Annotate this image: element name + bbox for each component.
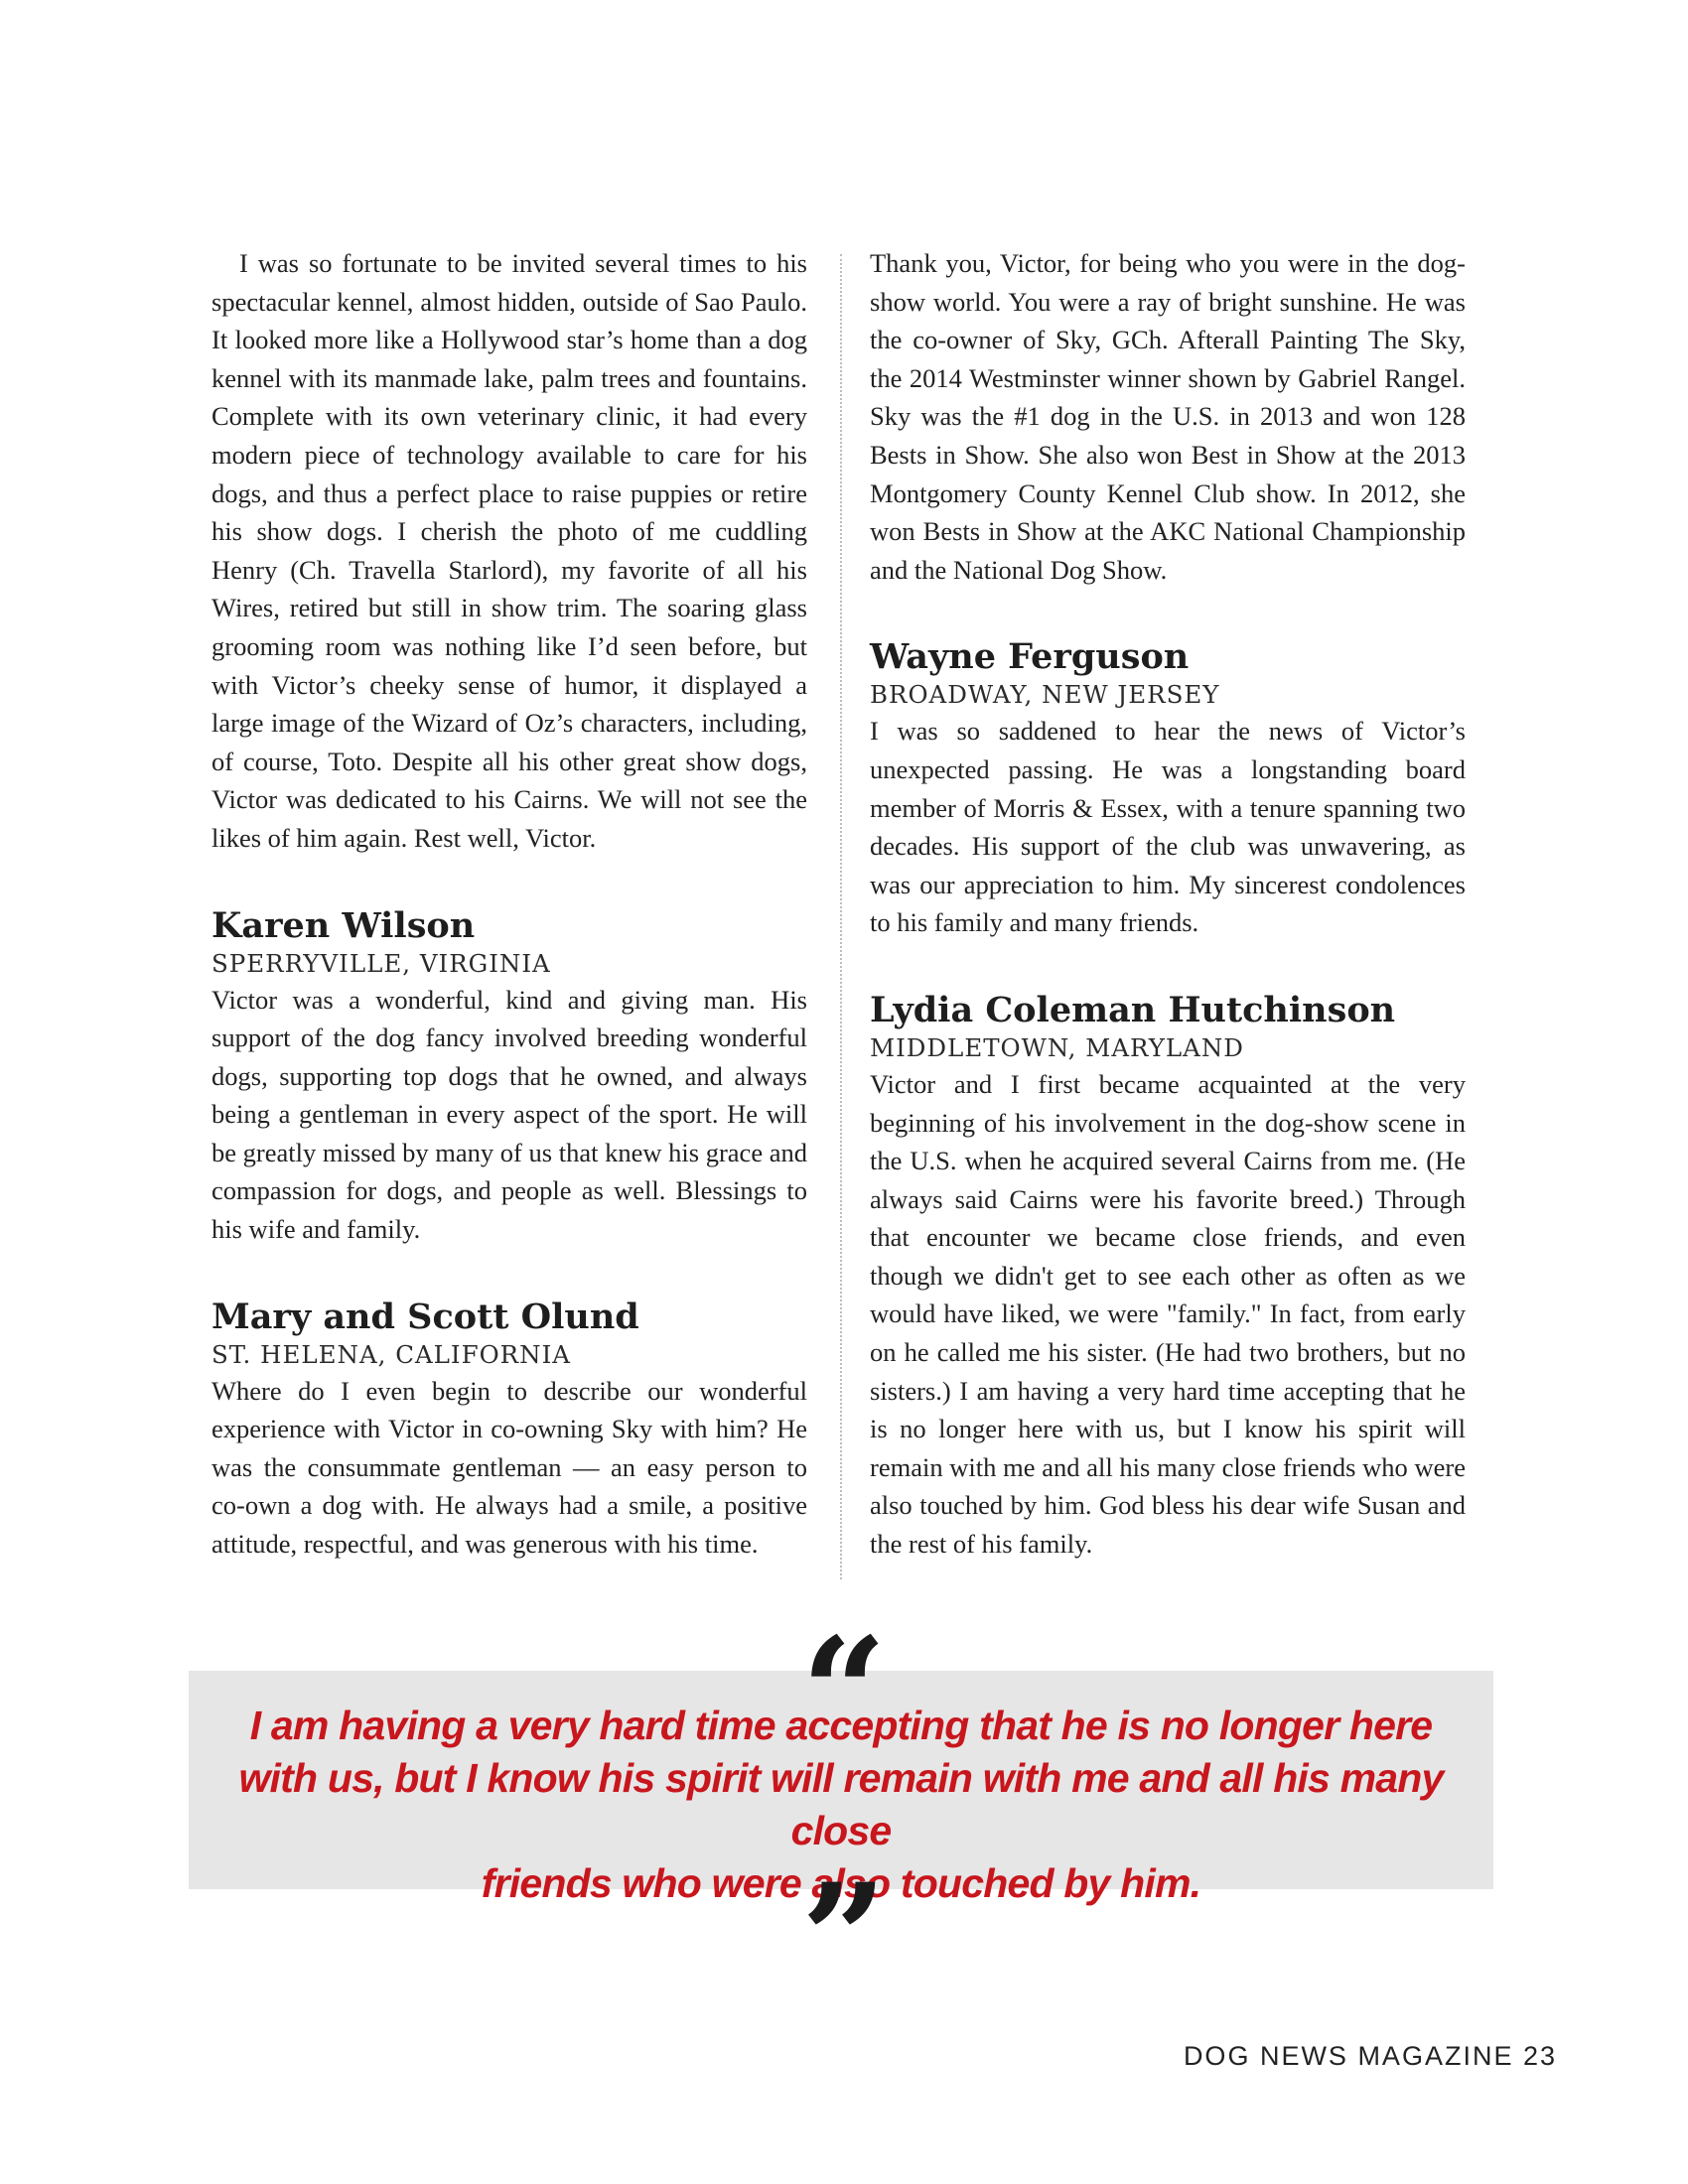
pull-quote-line: friends who were also touched by him. — [481, 1860, 1201, 1906]
tribute-location: BROADWAY, NEW JERSEY — [870, 680, 1220, 710]
page-footer: DOG NEWS MAGAZINE 23 — [1183, 2041, 1557, 2071]
tribute-lydia-coleman-hutchinson — [870, 990, 1466, 1564]
tribute-wayne-ferguson — [870, 636, 1466, 942]
column-divider — [840, 254, 842, 1579]
right-column — [870, 244, 1466, 1564]
tribute-text: Victor and I first became acquainted at the very beginning of his involvement in the dog-show scene in the U.S. when he acquired several Cairns from me. (He always said Cairns were his favorite breed.) Through that encounter we became close friends, and even though we didn't get to see each other as often as we would have liked, we were "family." In fact, from early on he called me his sister. (He had two brothers, but no sisters.) I am having a very hard time accepting that he is no longer here with us, but I know his spirit will remain with me and all his many close friends who were also touched by him. God bless his dear wife Susan and the rest of his family. — [870, 1068, 1466, 1560]
tribute-text: I was so saddened to hear the news of Victor’s unexpected passing. He was a longstanding board member of Morris & Essex, with a tenure spanning two decades. His support of the club was unwavering, as was our appreciation to him. My sincerest condolences to his family and many friends. — [870, 716, 1466, 938]
intro-paragraph: Thank you, Victor, for being who you were in the dog-show world. You were a ray of bright sunshine. He was the co-owner of Sky, GCh. Afterall Painting The Sky, the 2014 Westminster winner shown by Gabriel Rangel. Sky was the #1 dog in the U.S. in 2013 and won 128 Bests in Show. She also won Best in Show at the 2013 Montgomery County Kennel Club show. In 2012, she won Bests in Show at the AKC National Championship and the National Dog Show. — [870, 248, 1466, 585]
pull-quote-line: I am having a very hard time accepting that he is no longer here — [249, 1703, 1433, 1748]
tribute-name: Mary and Scott Olund — [211, 1296, 639, 1337]
left-column — [211, 244, 807, 1564]
tribute-text: Victor was a wonderful, kind and giving man. His support of the dog fancy involved breeding wonderful dogs, supporting top dogs that he owned, and always being a gentleman in every aspect of the sport. He will be greatly missed by many of us that knew his grace and compassion for dogs, and people as well. Blessings to his wife and family. — [211, 984, 807, 1245]
tribute-location: SPERRYVILLE, VIRGINIA — [211, 948, 551, 978]
tribute-location: MIDDLETOWN, MARYLAND — [870, 1032, 1244, 1062]
tribute-mary-scott-olund — [211, 1297, 807, 1564]
close-quote-icon: ” — [800, 1851, 888, 2026]
tribute-name: Lydia Coleman Hutchinson — [870, 989, 1396, 1030]
tribute-name: Karen Wilson — [211, 904, 476, 946]
intro-paragraph: I was so fortunate to be invited several times to his spectacular kennel, almost hidden, outside of Sao Paulo. It looked more like a Hollywood star’s home than a dog kennel with its manmade lake, palm trees and fountains. Complete with its own veterinary clinic, it had every modern piece of technology available to care for his dogs, and thus a perfect place to raise puppies or retire his show dogs. I cherish the photo of me cuddling Henry (Ch. Travella Starlord), my favorite of all his Wires, retired but still in show trim. The soaring glass grooming room was nothing like I’d seen before, but with Victor’s cheeky sense of humor, it displayed a large image of the Wizard of Oz’s characters, including, of course, Toto. Despite all his other great show dogs, Victor was dedicated to his Cairns. We will not see the likes of him again. Rest well, Victor. — [211, 248, 807, 853]
tribute-karen-wilson — [211, 905, 807, 1249]
tribute-text: Where do I even begin to describe our wonderful experience with Victor in co-owning Sky with him? He was the consummate gentleman — an easy person to co-own a dog with. He always had a smile, a positive attitude, respectful, and was generous with his time. — [211, 1375, 807, 1560]
tribute-location: ST. HELENA, CALIFORNIA — [211, 1339, 571, 1369]
tribute-name: Wayne Ferguson — [870, 636, 1190, 678]
pull-quote-line: with us, but I know his spirit will remain with me and all his many close — [238, 1755, 1444, 1853]
open-quote-icon: “ — [800, 1605, 888, 1780]
